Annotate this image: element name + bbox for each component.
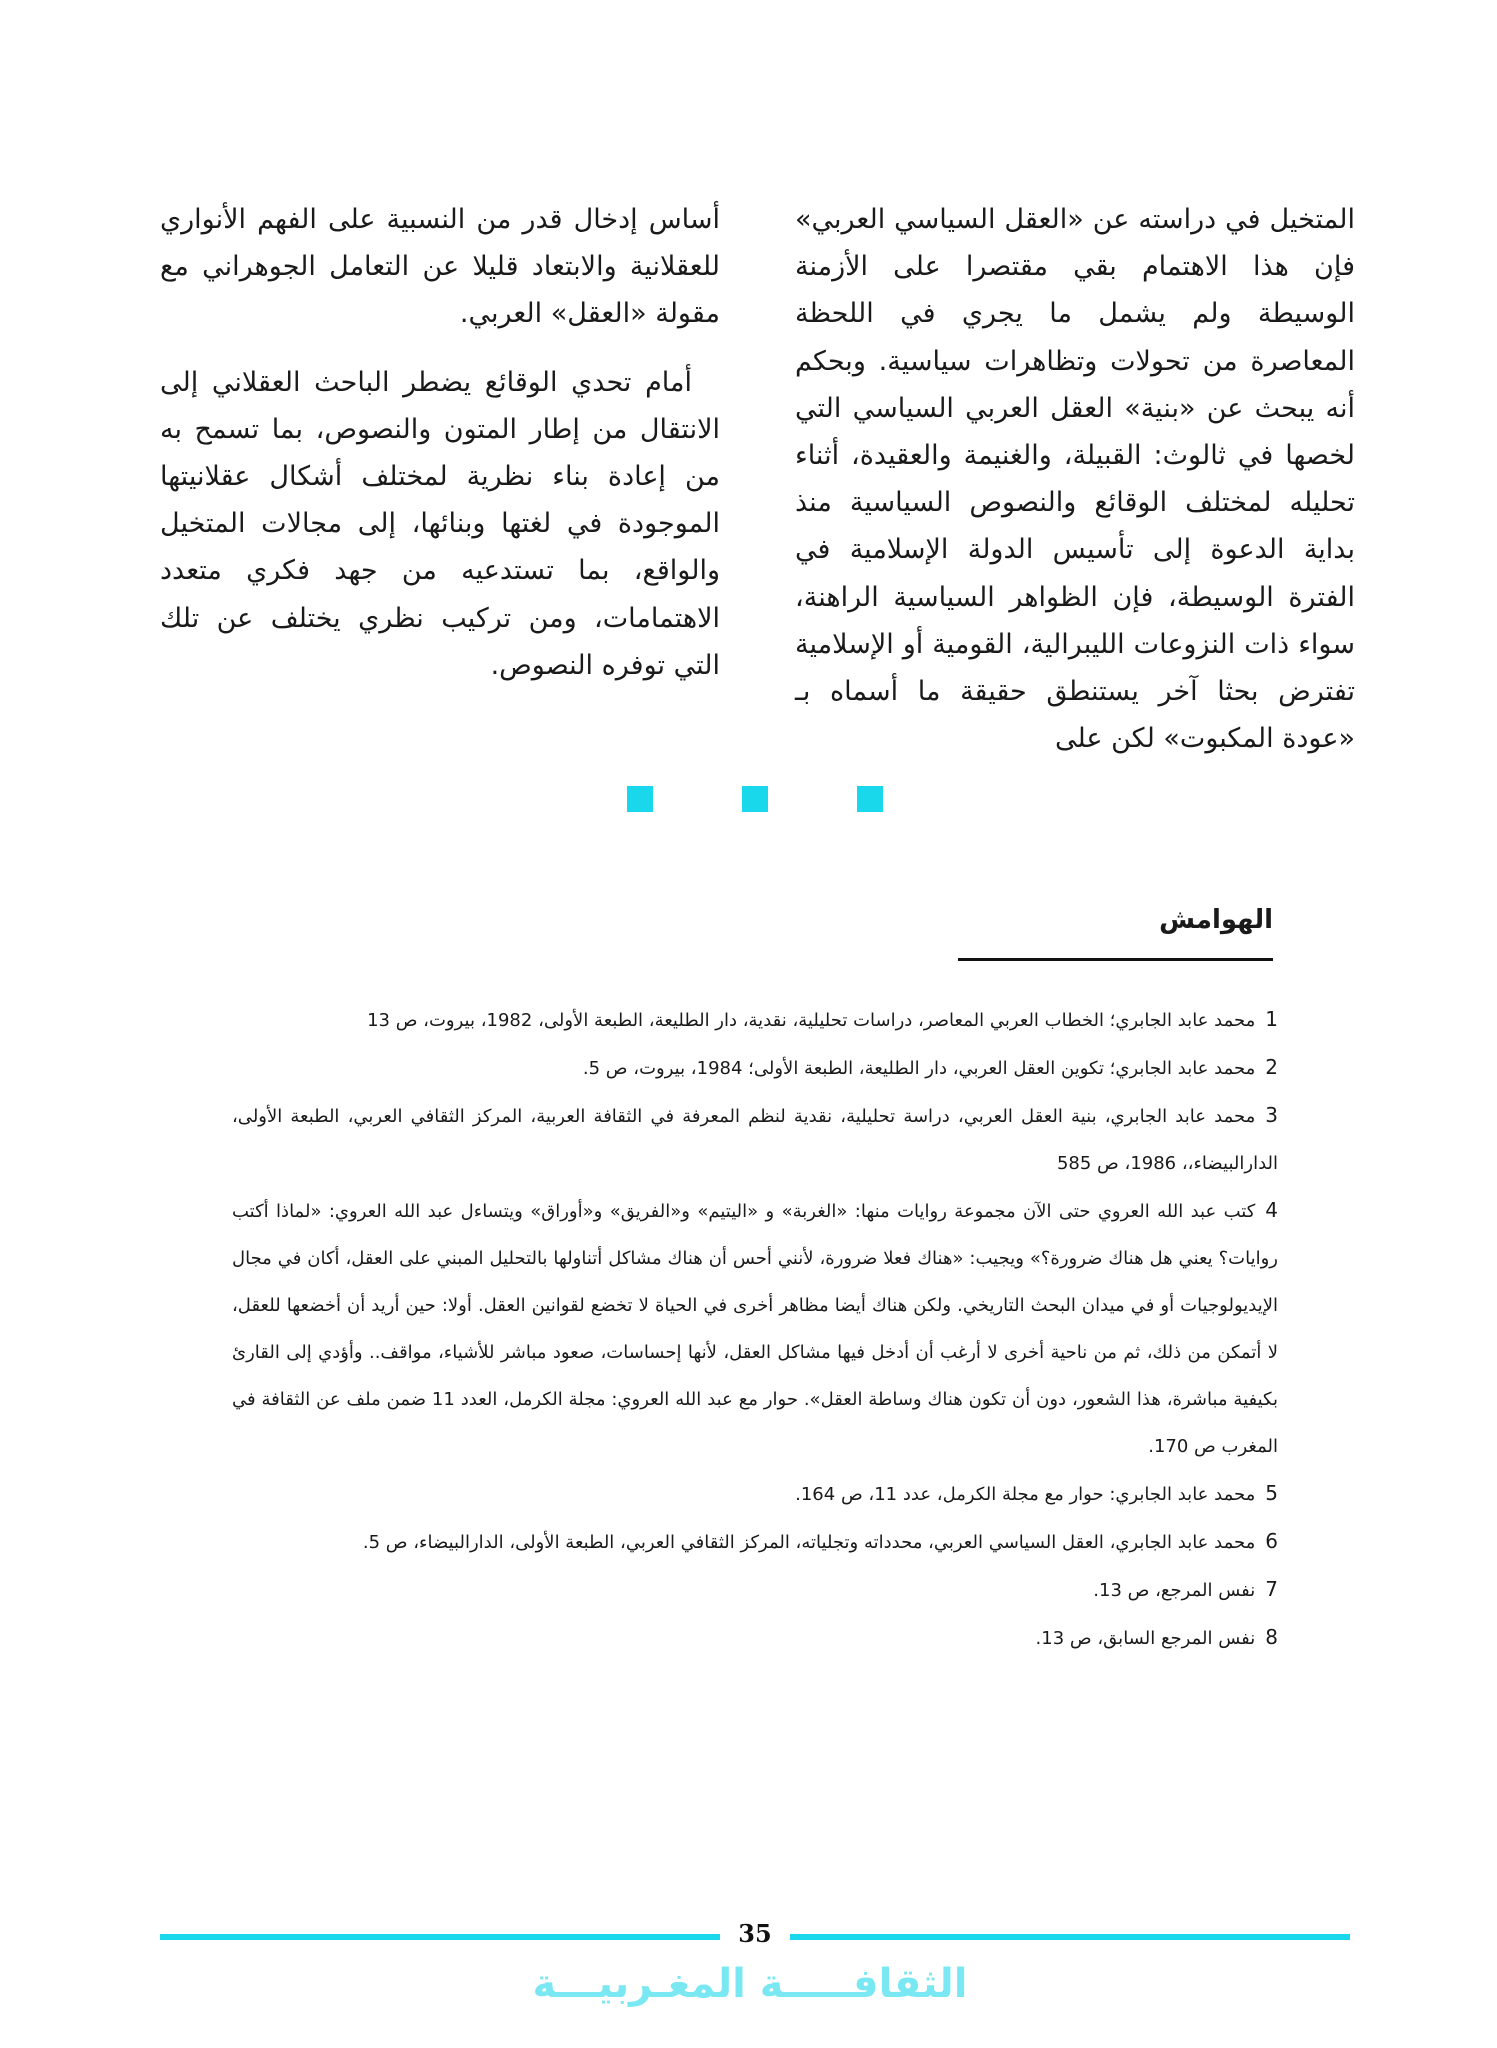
section-separator	[627, 786, 883, 812]
footnote-item	[232, 1187, 1278, 1470]
footnote-item	[232, 1518, 1278, 1566]
footnote-text: نفس المرجع السابق، ص 13.	[1035, 1628, 1256, 1649]
footnote-item	[232, 1470, 1278, 1518]
footnote-text: نفس المرجع، ص 13.	[1093, 1580, 1256, 1601]
footnotes-heading: الهوامش	[1159, 905, 1273, 935]
footnotes-heading-rule	[958, 958, 1273, 961]
footer-rule-left	[160, 1934, 720, 1940]
footnote-text: محمد عابد الجابري، بنية العقل العربي، دراسة تحليلية، نقدية لنظم المعرفة في الثقافة العربية، المركز الثقافي العربي، الطبعة الأولى، الدارالبيضاء،، 1986، ص 585	[232, 1106, 1278, 1174]
paragraph: أساس إدخال قدر من النسبية على الفهم الأنواري للعقلانية والابتعاد قليلا عن التعامل الجوهراني مع مقولة «العقل» العربي.	[160, 204, 720, 330]
paragraph: أمام تحدي الوقائع يضطر الباحث العقلاني إلى الانتقال من إطار المتون والنصوص، بما تسمح به من إعادة بناء نظرية لمختلف أشكال عقلانيتها الموجودة في لغتها وبنائها، إلى مجالات المتخيل والواقع، بما تستدعيه من جهد فكري متعدد الاهتمامات، ومن تركيب نظري يختلف عن تلك التي توفره النصوص.	[160, 366, 720, 681]
footer-rule-right	[790, 1934, 1350, 1940]
footnote-number: 4	[1265, 1198, 1278, 1222]
body-column-right	[795, 196, 1355, 762]
footnote-number: 2	[1265, 1055, 1278, 1079]
footnotes-list	[232, 996, 1278, 1662]
footnote-item	[232, 1044, 1278, 1092]
footnote-item	[232, 1092, 1278, 1187]
separator-square	[857, 786, 883, 812]
footnote-number: 1	[1265, 1007, 1278, 1031]
footnote-item	[232, 1566, 1278, 1614]
footnote-number: 7	[1265, 1577, 1278, 1601]
footnote-number: 5	[1265, 1481, 1278, 1505]
body-column-left	[160, 196, 720, 689]
footnote-text: محمد عابد الجابري؛ تكوين العقل العربي، دار الطليعة، الطبعة الأولى؛ 1984، بيروت، ص 5.	[582, 1058, 1256, 1079]
footnote-number: 3	[1265, 1103, 1278, 1127]
separator-square	[627, 786, 653, 812]
footnote-number: 6	[1265, 1529, 1278, 1553]
footnote-item	[232, 1614, 1278, 1662]
footnote-text: كتب عبد الله العروي حتى الآن مجموعة روايات منها: «الغربة» و «اليتيم» و«الفريق» و«أوراق» ويتساءل عبد الله العروي: «لماذا أكتب روايات؟ يعني هل هناك ضرورة؟» ويجيب: «هناك فعلا ضرورة، لأنني أحس أن هناك مشاكل أتناولها بالتحليل المبني على العقل، أكان في مجال الإيديولوجيات أو في ميدان البحث التاريخي. ولكن هناك أيضا مظاهر أخرى في الحياة لا تخضع لقوانين العقل. أولا: حين أريد أن أخضعها للعقل، لا أتمكن من ذلك، ثم من ناحية أخرى لا أرغب أن أدخل فيها مشاكل العقل، لأنها إحساسات، صعود مباشر للأشياء، مواقف.. وأؤدي إلى القارئ بكيفية مباشرة، هذا الشعور، دون أن تكون هناك وساطة العقل». حوار مع عبد الله العروي: مجلة الكرمل، العدد 11 ضمن ملف عن الثقافة في المغرب ص 170.	[232, 1201, 1278, 1457]
footnote-text: محمد عابد الجابري، العقل السياسي العربي، محدداته وتجلياته، المركز الثقافي العربي، الطبعة الأولى، الدارالبيضاء، ص 5.	[362, 1532, 1256, 1553]
paragraph: المتخيل في دراسته عن «العقل السياسي العربي» فإن هذا الاهتمام بقي مقتصرا على الأزمنة الوسيطة ولم يشمل ما يجري في اللحظة المعاصرة من تحولات وتظاهرات سياسية. وبحكم أنه يبحث عن «بنية» العقل العربي السياسي التي لخصها في ثالوث: القبيلة، والغنيمة والعقيدة، أثناء تحليله لمختلف الوقائع والنصوص السياسية منذ بداية الدعوة إلى تأسيس الدولة الإسلامية في الفترة الوسيطة، فإن الظواهر السياسية الراهنة، سواء ذات النزوعات الليبرالية، القومية أو الإسلامية تفترض بحثا آخر يستنطق حقيقة ما أسماه بـ «عودة المكبوت» لكن على	[795, 204, 1355, 755]
page-number: 35	[738, 1919, 772, 1948]
separator-square	[742, 786, 768, 812]
footnote-text: محمد عابد الجابري؛ الخطاب العربي المعاصر، دراسات تحليلية، نقدية، دار الطليعة، الطبعة الأولى، 1982، بيروت، ص 13	[367, 1010, 1256, 1031]
footnote-text: محمد عابد الجابري: حوار مع مجلة الكرمل، عدد 11، ص 164.	[795, 1484, 1256, 1505]
magazine-title: الثقافـــــة المغـربيـــة	[532, 1961, 968, 2007]
footnote-number: 8	[1265, 1625, 1278, 1649]
footnote-item	[232, 996, 1278, 1044]
